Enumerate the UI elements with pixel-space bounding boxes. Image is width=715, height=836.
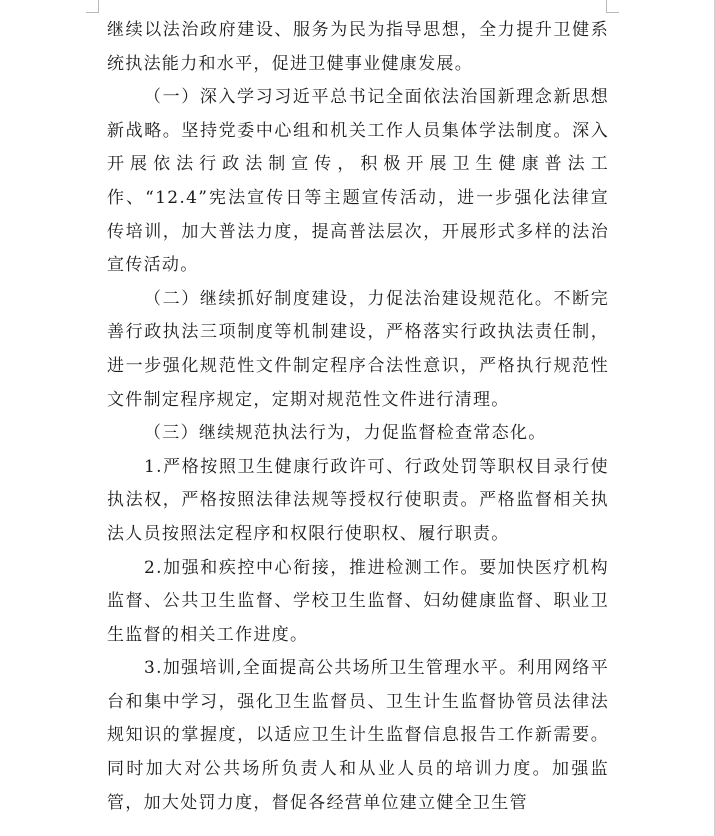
paragraph: （三）继续规范执法行为，力促监督检查常态化。 [144, 423, 547, 444]
margin-corner-mark [98, 0, 99, 12]
paragraph: （二）继续抓好制度建设，力促法治建设规范化。不断完善行政执法三项制度等机制建设，严格落实行政执法责任制，进一步强化规范性文件制定程序合法性意识，严格执行规范性文件制定程序规定，定期对规范性文件进行清理。 [107, 288, 609, 410]
paragraph: 3.加强培训,全面提高公共场所卫生管理水平。利用网络平台和集中学习，强化卫生监督员、卫生计生监督协管员法律法规知识的掌握度，以适应卫生计生监督信息报告工作新需要。同时加大对公共场所负责人和从业人员的培训力度。加强监管，加大处罚力度，督促各经营单位建立健全卫生管 [107, 658, 609, 813]
paragraph: 2.加强和疾控中心衔接，推进检测工作。要加快医疗机构监督、公共卫生监督、学校卫生监督、妇幼健康监督、职业卫生监督的相关工作进度。 [107, 557, 609, 645]
margin-corner-mark [606, 0, 607, 12]
margin-corner-mark [606, 12, 619, 13]
paragraph: 1.严格按照卫生健康行政许可、行政处罚等职权目录行使执法权，严格按照法律法规等授权行使职责。严格监督相关执法人员按照法定程序和权限行使职权、履行职责。 [107, 456, 609, 544]
paragraph: （一）深入学习习近平总书记全面依法治国新理念新思想新战略。坚持党委中心组和机关工作人员集体学法制度。深入开展依法行政法制宣传，积极开展卫生健康普法工作、“12.4”宪法宣传日等主题宣传活动，进一步强化法律宣传培训，加大普法力度，提高普法层次，开展形式多样的法治宣传活动。 [107, 87, 609, 276]
paragraph: 继续以法治政府建设、服务为民为指导思想，全力提升卫健系统执法能力和水平，促进卫健事业健康发展。 [107, 20, 609, 74]
margin-corner-mark [86, 12, 99, 13]
document-body[interactable] [107, 14, 609, 820]
